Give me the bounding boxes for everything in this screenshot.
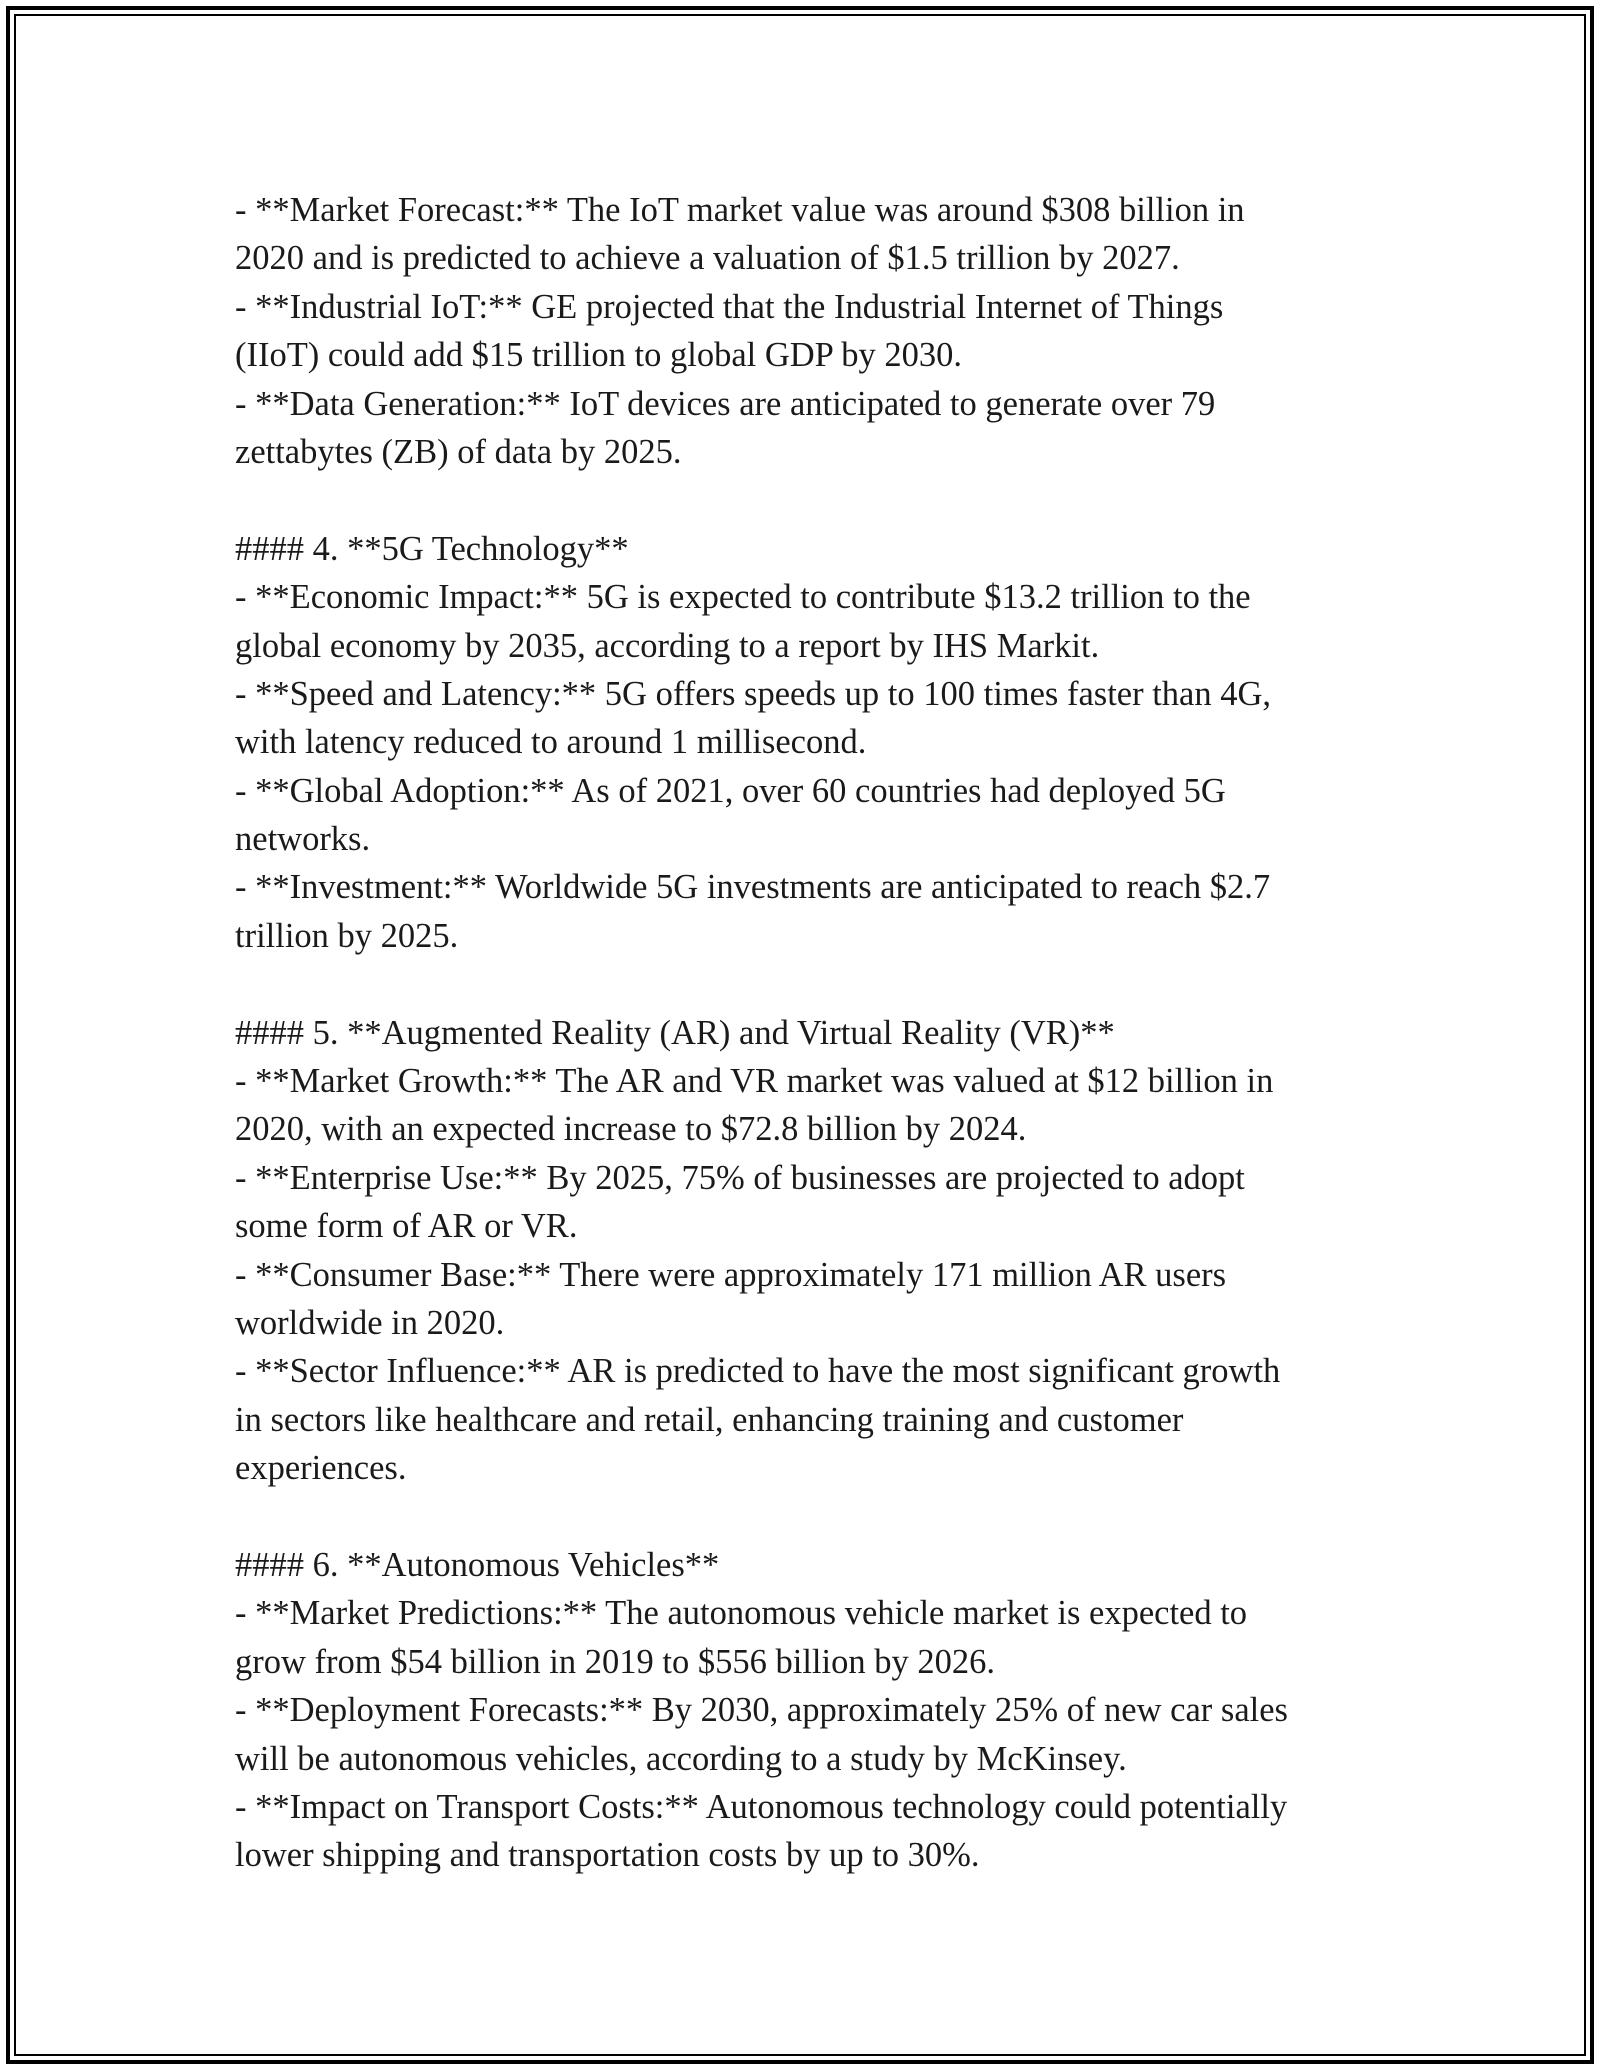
list-item-line: 2020 and is predicted to achieve a valuation of $1.5 trillion by 2027. (235, 239, 1180, 278)
list-item-line: - **Industrial IoT:** GE projected that the Industrial Internet of Things (235, 287, 1224, 326)
list-item-line: - **Consumer Base:** There were approximately 171 million AR users (235, 1255, 1227, 1294)
list-item-line: in sectors like healthcare and retail, enhancing training and customer (235, 1400, 1184, 1439)
list-item (235, 863, 1385, 960)
list-item-line: experiences. (235, 1449, 407, 1488)
list-item-line: some form of AR or VR. (235, 1207, 578, 1246)
section-heading: #### 5. **Augmented Reality (AR) and Virtual Reality (VR)** (235, 1013, 1115, 1052)
list-item-line: - **Economic Impact:** 5G is expected to contribute $13.2 trillion to the (235, 578, 1251, 617)
list-item-line: - **Global Adoption:** As of 2021, over 60 countries had deployed 5G (235, 771, 1226, 810)
section-heading: #### 6. **Autonomous Vehicles** (235, 1545, 720, 1584)
list-item-line: - **Deployment Forecasts:** By 2030, approximately 25% of new car sales (235, 1691, 1288, 1730)
list-item-line: trillion by 2025. (235, 916, 459, 955)
list-item-line: will be autonomous vehicles, according to a study by McKinsey. (235, 1739, 1127, 1778)
list-item (235, 186, 1385, 283)
list-item (235, 573, 1385, 670)
list-item-line: with latency reduced to around 1 millisecond. (235, 723, 867, 762)
list-item (235, 767, 1385, 864)
list-item-line: - **Impact on Transport Costs:** Autonomous technology could potentially (235, 1787, 1288, 1826)
list-item (235, 1251, 1385, 1348)
list-item-line: - **Sector Influence:** AR is predicted to have the most significant growth (235, 1352, 1281, 1391)
list-item-line: 2020, with an expected increase to $72.8 billion by 2024. (235, 1110, 1027, 1149)
list-item-line: - **Data Generation:** IoT devices are anticipated to generate over 79 (235, 384, 1216, 423)
list-item-line: - **Market Predictions:** The autonomous vehicle market is expected to (235, 1594, 1248, 1633)
blank-line (235, 1493, 1385, 1541)
section-heading: #### 4. **5G Technology** (235, 529, 629, 568)
list-item-line: networks. (235, 820, 371, 859)
list-item-line: - **Investment:** Worldwide 5G investments are anticipated to reach $2.7 (235, 868, 1271, 907)
list-item-line: - **Speed and Latency:** 5G offers speeds up to 100 times faster than 4G, (235, 674, 1272, 713)
list-item-line: grow from $54 billion in 2019 to $556 billion by 2026. (235, 1642, 995, 1681)
list-item (235, 283, 1385, 380)
list-item-line: (IIoT) could add $15 trillion to global GDP by 2030. (235, 336, 962, 375)
list-item (235, 380, 1385, 477)
section-0 (235, 186, 1385, 476)
list-item-line: lower shipping and transportation costs by up to 30%. (235, 1836, 980, 1875)
list-item (235, 1686, 1385, 1783)
list-item (235, 1589, 1385, 1686)
list-item (235, 1783, 1385, 1880)
list-item-line: - **Enterprise Use:** By 2025, 75% of businesses are projected to adopt (235, 1158, 1245, 1197)
list-item-line: global economy by 2035, according to a report by IHS Markit. (235, 626, 1100, 665)
section-2 (235, 960, 1385, 1492)
list-item-line: - **Market Growth:** The AR and VR market was valued at $12 billion in (235, 1062, 1274, 1101)
list-item (235, 1154, 1385, 1251)
blank-line (235, 960, 1385, 1008)
list-item (235, 1347, 1385, 1492)
blank-line (235, 476, 1385, 524)
list-item-line: zettabytes (ZB) of data by 2025. (235, 432, 682, 471)
list-item (235, 670, 1385, 767)
section-3 (235, 1493, 1385, 1880)
list-item-line: worldwide in 2020. (235, 1303, 505, 1342)
list-item (235, 1057, 1385, 1154)
list-item-line: - **Market Forecast:** The IoT market value was around $308 billion in (235, 191, 1245, 229)
document-body (235, 186, 1385, 1880)
section-1 (235, 476, 1385, 960)
